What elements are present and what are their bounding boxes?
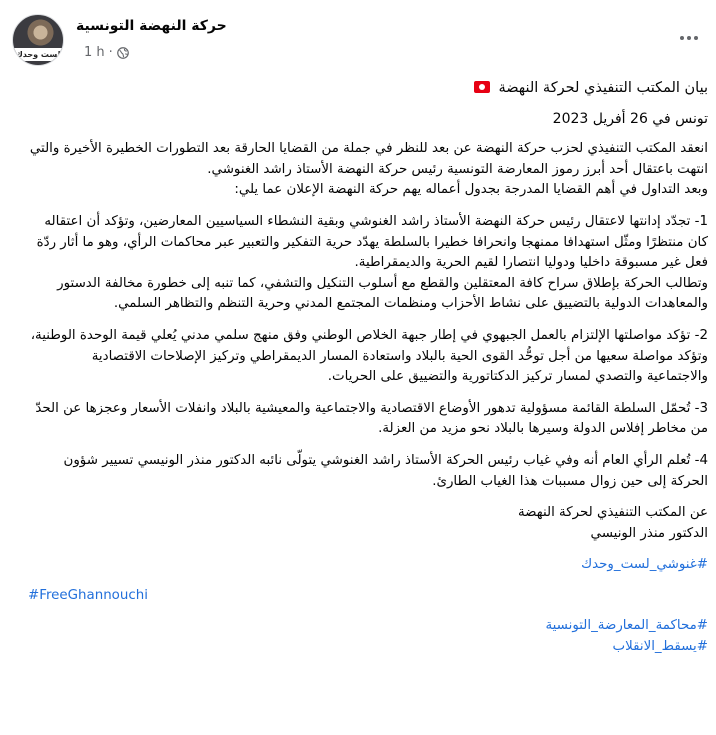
post-title-line — [28, 78, 708, 99]
hashtag-ghannouchi-not-alone[interactable]: #غنوشي_لست_وحدك — [581, 557, 708, 573]
intro-paragraph: انعقد المكتب التنفيذي لحزب حركة النهضة عن بعد للنظر في جملة من القضايا الحارقة بعد التطورات الخطيرة الأخيرة والتي انتهت باعتقال أحد أبرز رموز المعارضة التونسية رئيس حركة النهضة الأستاذ راشد الغنوشي. — [29, 141, 708, 177]
more-horizontal-icon — [680, 36, 684, 40]
avatar-band-text: لست وحدك — [13, 48, 63, 61]
post-header — [12, 14, 704, 68]
agenda-paragraph: وبعد التداول في أهم القضايا المدرجة بجدول أعماله يهم حركة النهضة الإعلان عما يلي: — [234, 182, 708, 198]
point-4-paragraph: 4- تُعلم الرأي العام أنه وفي غياب رئيس الحركة الأستاذ راشد الغنوشي يتولّى نائبه الدكتور منذر الونيسي تسيير شؤون الحركة إلى حين زوال مسببات هذا الغياب الطارئ. — [63, 452, 708, 489]
more-dot — [694, 36, 698, 40]
globe-icon[interactable] — [117, 47, 129, 59]
hashtag-down-with-coup[interactable]: #يسقط_الانقلاب — [612, 639, 708, 655]
post-time-link[interactable]: 1 h — [84, 45, 105, 60]
post-meta — [84, 45, 129, 60]
more-dot — [687, 36, 691, 40]
meta-separator: · — [108, 45, 113, 60]
page-avatar[interactable] — [12, 14, 64, 66]
post-title: بيان المكتب التنفيذي لحركة النهضة — [498, 80, 708, 96]
hashtag-free-ghannouchi[interactable]: #FreeGhannouchi — [28, 587, 148, 603]
point-2-paragraph: 2- تؤكد مواصلتها الإلتزام بالعمل الجبهوي في إطار جبهة الخلاص الوطني وفق منهج سلمي مدني يُعلي قيمة الوحدة الوطنية، وتؤكد مواصلة سعيها من أجل توحُّد القوى الحية بالبلاد واستعادة المسار الديمقراطي وتركيز الإصلاحات الاقتصادية والاجتماعية والتصدي لمسار تركيز الدكتاتورية والتضييق على الحريات. — [30, 327, 708, 385]
signature-office: عن المكتب التنفيذي لحركة النهضة — [517, 505, 708, 521]
point-1-paragraph: 1- تجدّد إدانتها لاعتقال رئيس حركة النهضة الأستاذ راشد الغنوشي وبقية النشطاء السياسيين المعارضين، وتؤكد أن اعتقاله كان منتظرًا ومثّل استهدافا ممنهجا وانحرافا خطيرا بالسلطة يهدّد حرية التفكير والتعبير عبر محاكمات الرأي، وهو ما أثار ردّة فعل غير مسبوقة داخليا ودوليا انتصارا لقيم الحرية والديمقراطية. — [36, 213, 708, 271]
signature-name: الدكتور منذر الونيسي — [590, 525, 708, 541]
point-3-paragraph: 3- تُحمّل السلطة القائمة مسؤولية تدهور الأوضاع الاقتصادية والاجتماعية والمعيشية بالبلاد وانفلات الأسعار وعجزها عن الحدّ من مخاطر إفلاس الدولة وسيرها بالبلاد نحو مزيد من العزلة. — [35, 400, 708, 437]
point-1-demand-paragraph: وتطالب الحركة بإطلاق سراح كافة المعتقلين والقطع مع أسلوب التنكيل والتشفي، كما تنبه إلى خطورة مخالفة الدستور والمعاهدات الدولية بالتضييق على نشاط الأحزاب ومنظمات المجتمع المدني وحرية التنظم والتظاهر السلمي. — [57, 275, 708, 312]
tunisia-flag-icon — [474, 81, 490, 93]
more-options-button[interactable] — [674, 26, 704, 50]
hashtag-trial-of-opposition[interactable]: #محاكمة_المعارضة_التونسية — [545, 618, 708, 634]
post-date: تونس في 26 أفريل 2023 — [552, 110, 708, 127]
page-name-link[interactable]: حركة النهضة التونسية — [76, 18, 227, 34]
post-body — [28, 78, 708, 658]
